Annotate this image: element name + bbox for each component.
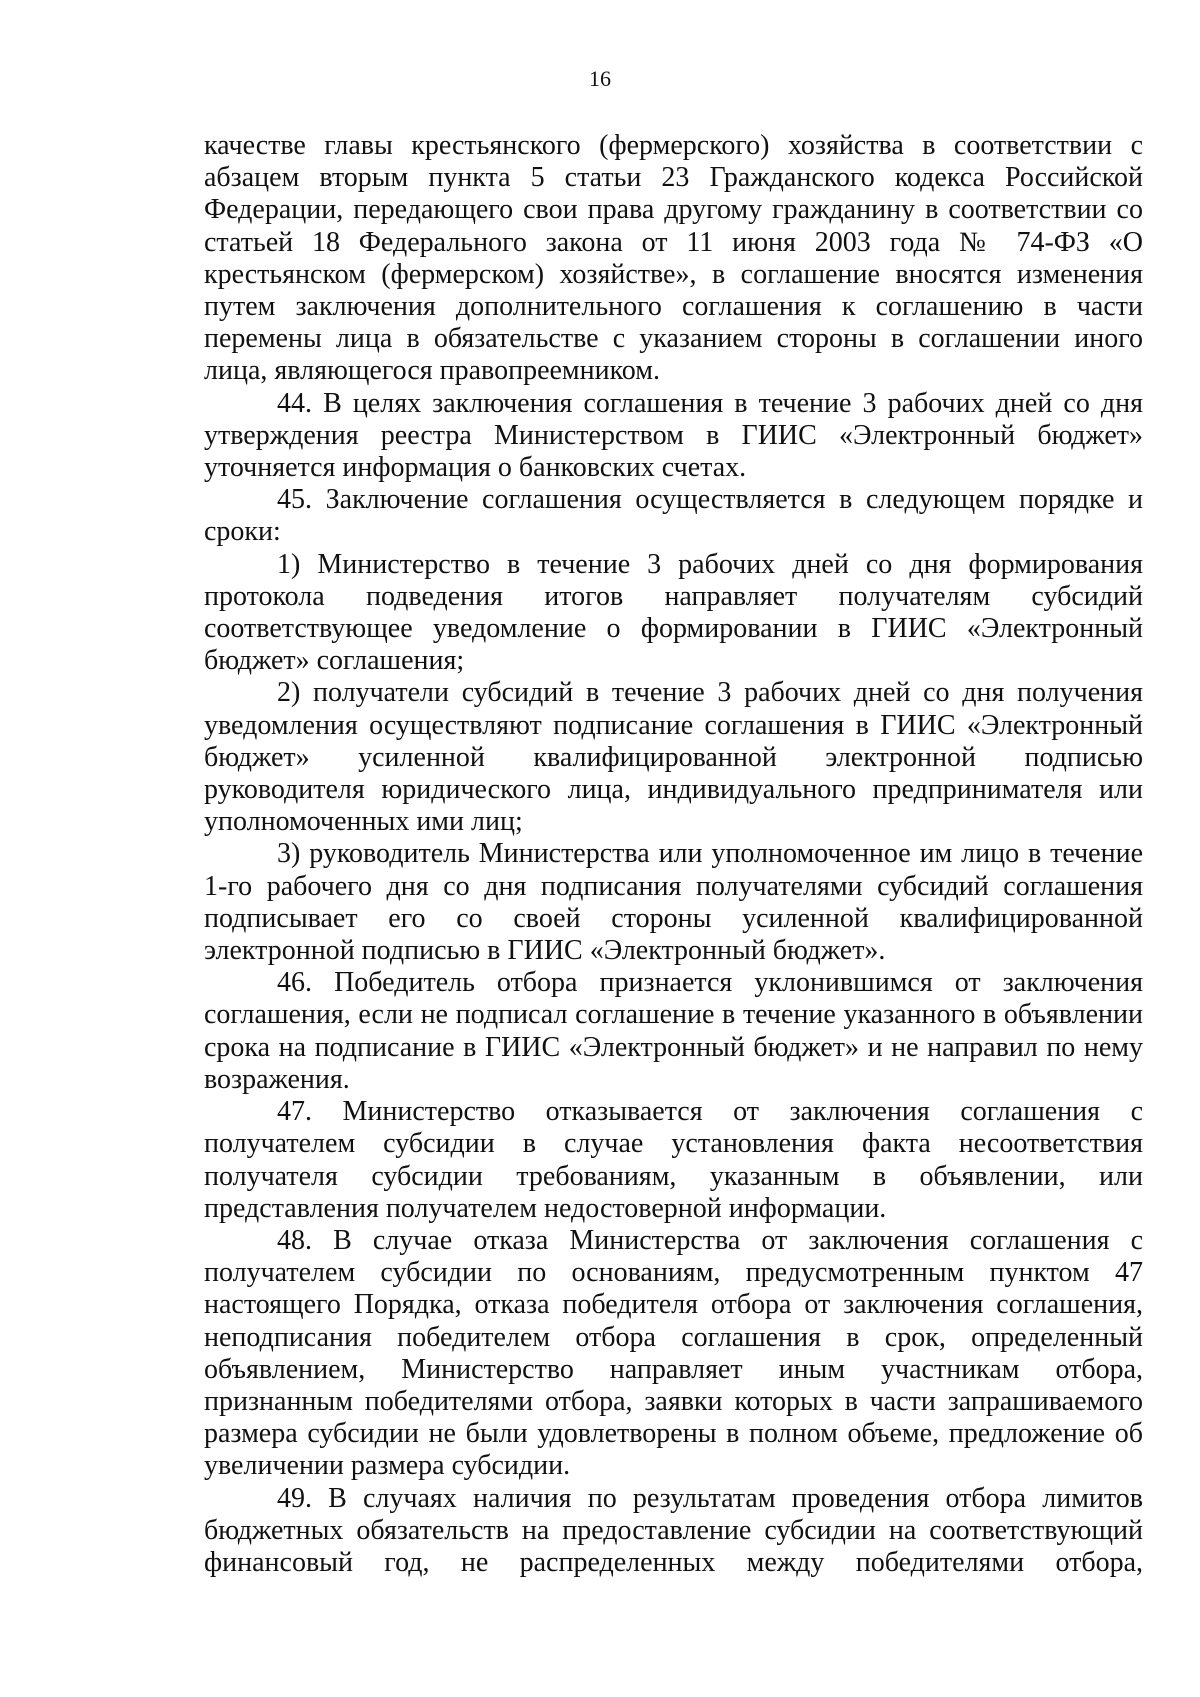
paragraph-continuation: качестве главы крестьянского (фермерского) хозяйства в соответствии с абзацем вторым пункта 5 статьи 23 Гражданского кодекса Российской Федерации, передающего свои права другому гражданину в соответствии со статьей 18 Федерального закона от 11 июня 2003 года № 74-ФЗ «О крестьянском (фермерском) хозяйстве», в соглашение вносятся изменения путем заключения дополнительного соглашения к соглашению в части перемены лица в обязательстве с указанием стороны в соглашении иного лица, являющегося правопреемником. xyxy=(204,130,1143,387)
document-body xyxy=(204,130,1143,1579)
paragraph-45-item-1: 1) Министерство в течение 3 рабочих дней со дня формирования протокола подведения итогов направляет получателям субсидий соответствующее уведомление о формировании в ГИИС «Электронный бюджет» соглашения; xyxy=(204,548,1143,677)
paragraph-45: 45. Заключение соглашения осуществляется в следующем порядке и сроки: xyxy=(204,484,1143,548)
paragraph-47: 47. Министерство отказывается от заключения соглашения с получателем субсидии в случае установления факта несоответствия получателя субсидии требованиям, указанным в объявлении, или представления получателем недостоверной информации. xyxy=(204,1096,1143,1224)
paragraph-45-item-3: 3) руководитель Министерства или уполномоченное им лицо в течение 1-го рабочего дня со дня подписания получателями субсидий соглашения подписывает его со своей стороны усиленной квалифицированной электронной подписью в ГИИС «Электронный бюджет». xyxy=(204,838,1143,967)
paragraph-44: 44. В целях заключения соглашения в течение 3 рабочих дней со дня утверждения реестра Министерством в ГИИС «Электронный бюджет» уточняется информация о банковских счетах. xyxy=(204,387,1143,484)
page-number: 16 xyxy=(589,66,611,91)
paragraph-49: 49. В случаях наличия по результатам проведения отбора лимитов бюджетных обязательств на предоставление субсидии на соответствующий финансовый год, не распределенных между победителями отбора, xyxy=(204,1482,1143,1578)
paragraph-45-item-2: 2) получатели субсидий в течение 3 рабочих дней со дня получения уведомления осуществляют подписание соглашения в ГИИС «Электронный бюджет» усиленной квалифицированной электронной подписью руководителя юридического лица, индивидуального предпринимателя или уполномоченных ими лиц; xyxy=(204,677,1143,838)
paragraph-48: 48. В случае отказа Министерства от заключения соглашения с получателем субсидии по основаниям, предусмотренным пунктом 47 настоящего Порядка, отказа победителя отбора от заключения соглашения, неподписания победителем отбора соглашения в срок, определенный объявлением, Министерство направляет иным участникам отбора, признанным победителями отбора, заявки которых в части запрашиваемого размера субсидии не были удовлетворены в полном объеме, предложение об увеличении размера субсидии. xyxy=(204,1224,1143,1482)
paragraph-46: 46. Победитель отбора признается уклонившимся от заключения соглашения, если не подписал соглашение в течение указанного в объявлении срока на подписание в ГИИС «Электронный бюджет» и не направил по нему возражения. xyxy=(204,967,1143,1095)
